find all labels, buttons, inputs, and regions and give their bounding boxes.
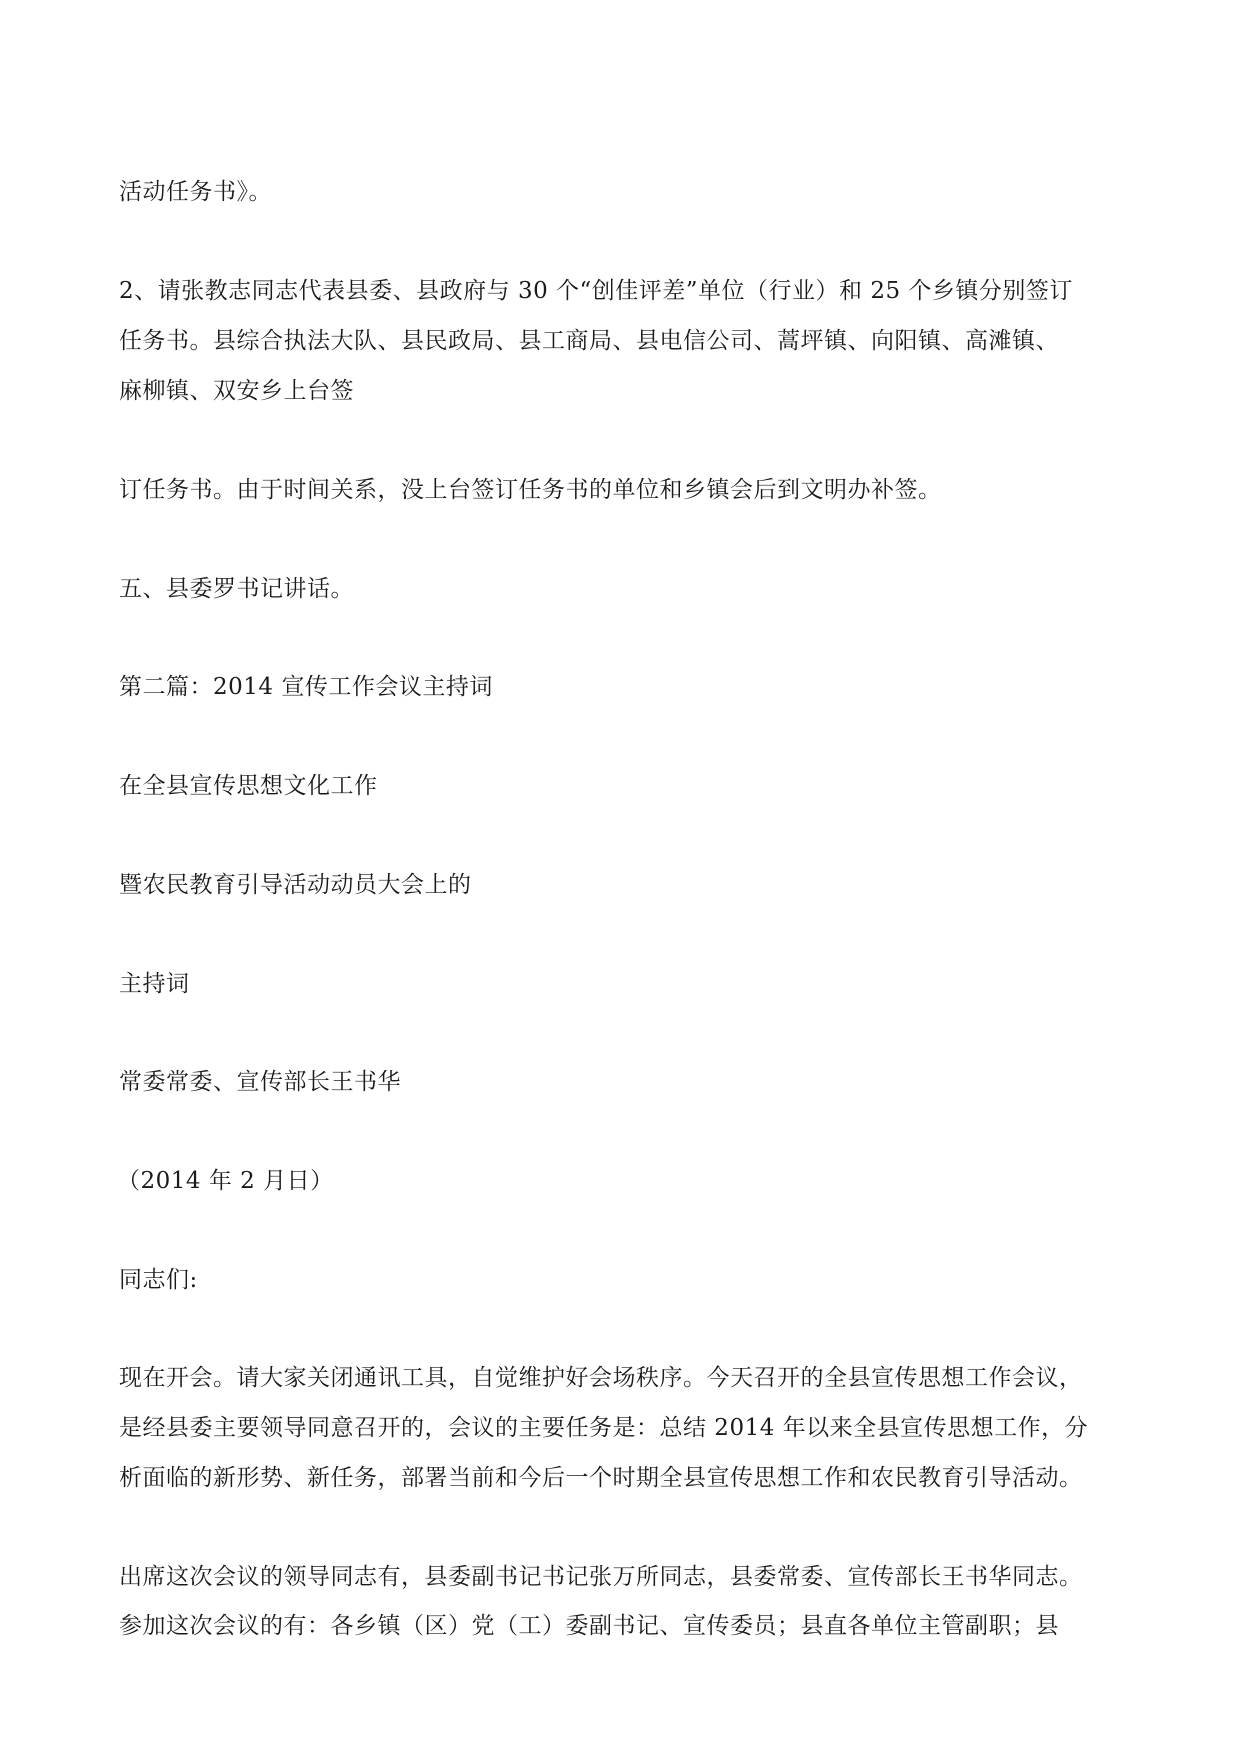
text-line-2: 2、请张教志同志代表县委、县政府与 30 个“创佳评差”单位（行业）和 25 个乡镇分别签订 xyxy=(119,278,1073,304)
title-line-1: 在全县宣传思想文化工作 xyxy=(119,773,378,799)
salutation-line: 同志们: xyxy=(119,1267,198,1293)
text-line-1: 活动任务书》。 xyxy=(119,179,272,205)
section-heading: 第二篇：2014 宣传工作会议主持词 xyxy=(119,674,493,700)
text-line-6: 五、县委罗书记讲话。 xyxy=(119,576,354,602)
date-line: （2014 年 2 月日） xyxy=(117,1168,334,1194)
title-line-2: 暨农民教育引导活动动员大会上的 xyxy=(119,872,472,898)
body-line-1: 现在开会。请大家关闭通讯工具，自觉维护好会场秩序。今天召开的全县宣传思想工作会议， xyxy=(119,1365,1083,1391)
body-line-5: 参加这次会议的有：各乡镇（区）党（工）委副书记、宣传委员；县直各单位主管副职；县 xyxy=(119,1613,1059,1639)
text-line-5: 订任务书。由于时间关系，没上台签订任务书的单位和乡镇会后到文明办补签。 xyxy=(119,477,942,503)
body-line-2: 是经县委主要领导同意召开的，会议的主要任务是：总结 2014 年以来全县宣传思想工作，分 xyxy=(119,1415,1089,1441)
body-line-4: 出席这次会议的领导同志有，县委副书记书记张万所同志，县委常委、宣传部长王书华同志。 xyxy=(119,1564,1083,1590)
text-line-3: 任务书。县综合执法大队、县民政局、县工商局、县电信公司、蒿坪镇、向阳镇、高滩镇、 xyxy=(119,328,1059,354)
text-line-4: 麻柳镇、双安乡上台签 xyxy=(119,378,354,404)
title-line-3: 主持词 xyxy=(119,971,190,997)
body-line-3: 析面临的新形势、新任务，部署当前和今后一个时期全县宣传思想工作和农民教育引导活动。 xyxy=(119,1465,1083,1491)
speaker-line: 常委常委、宣传部长王书华 xyxy=(119,1069,401,1095)
